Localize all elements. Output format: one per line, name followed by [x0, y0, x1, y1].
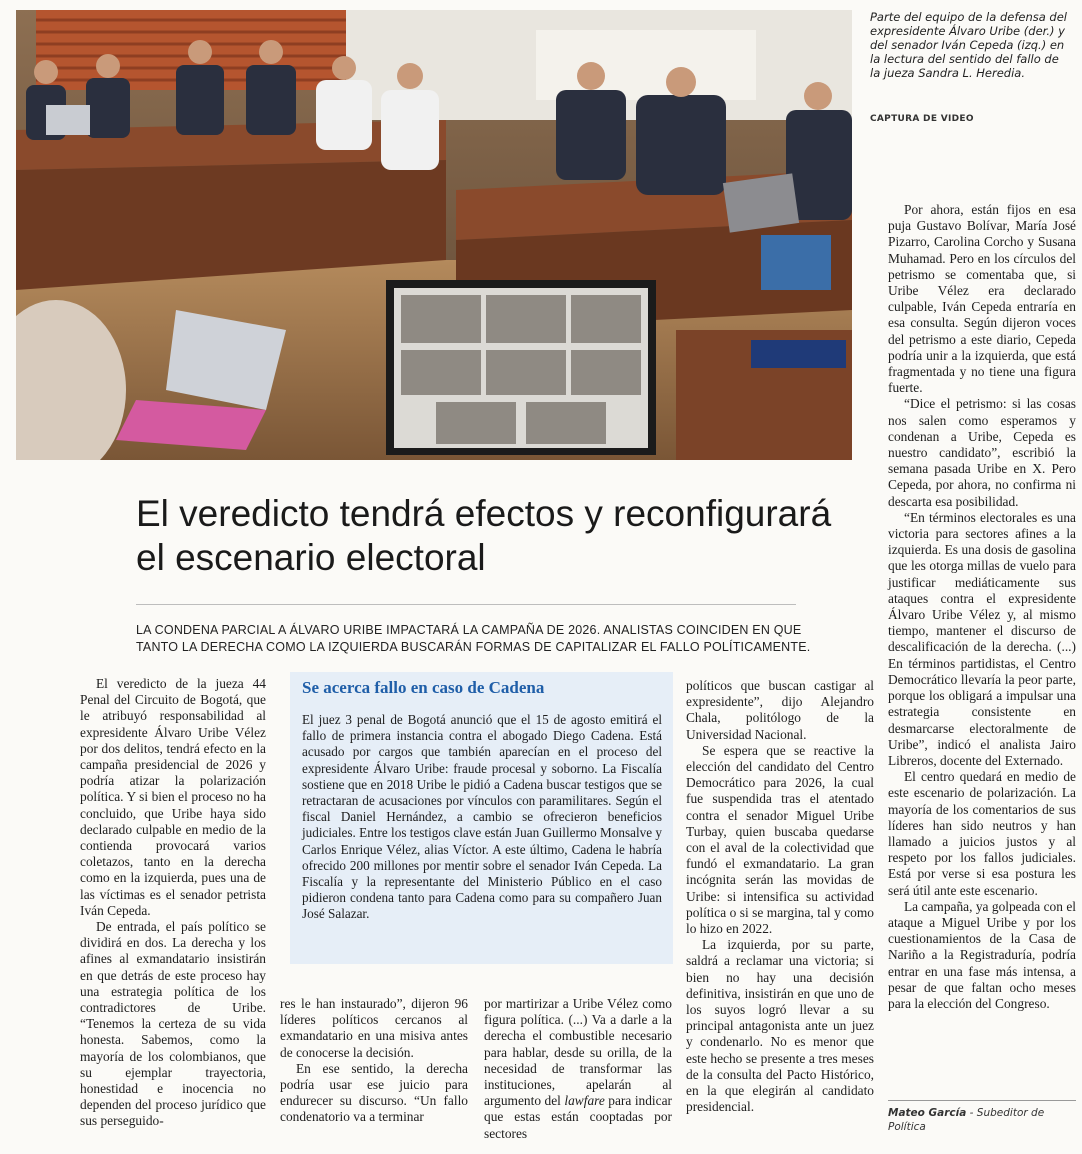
text-run: por martirizar a Uribe Vélez como figura política. (...) Va a darle a la derecha el combustible necesario para hablar, desde su orilla, de la necesidad de transformar las instituciones, apelarán al argumento del [484, 996, 672, 1109]
paragraph: “En términos electorales es una victoria para sectores afines a la izquierda. Es una dosis de gasolina que les otorga millas de vuelo para justificar mediáticamente sus ataques contra el expresidente Álvaro Uribe Vélez y, al mismo tiempo, mantener el discurso de descalificación de la derecha. (...) En términos partidistas, el Centro Democrático llevaría la peor parte, porque los obligará a impulsar una estrategia consistente en desmarcarse electoralmente de Uribe”, indicó el analista Jairo Libreros, docente del Externado. [888, 509, 1076, 768]
paragraph: La campaña, ya golpeada con el ataque a Miguel Uribe y por los cuestionamientos de la Casa de Nariño a la Registraduría, podría entrar en una fase más intensa, a pesar de que faltan ocho meses para la elección del Congreso. [888, 898, 1076, 1011]
sidebar-title: Se acerca fallo en caso de Cadena [302, 678, 545, 697]
article-column-4 [686, 678, 874, 1115]
divider [136, 604, 796, 605]
paragraph: En ese sentido, la derecha podría usar ese juicio para endurecer su discurso. “Un fallo condenatorio va a terminar [280, 1060, 468, 1125]
sidebar-body [302, 712, 662, 923]
paragraph: El veredicto de la jueza 44 Penal del Circuito de Bogotá, que le atribuyó responsabilidad al expresidente Álvaro Uribe Vélez por dos delitos, tendrá efecto en la campaña presidencial de 2026 y podría atizar la polarización política. Y si bien el proceso no ha concluido, que Uribe haya sido declarado culpable en medio de la contienda provocará varios coletazos, tanto en la derecha como en la izquierda, pues una de las víctimas es el senador petrista Iván Cepeda. [80, 676, 266, 918]
paragraph [484, 996, 672, 1142]
italic-term: lawfare [564, 1093, 605, 1109]
article-column-5 [888, 202, 1076, 1012]
paragraph: El juez 3 penal de Bogotá anunció que el 15 de agosto emitirá el fallo de primera instancia contra el abogado Diego Cadena. Está acusado por cargos que también aparecían en el proceso del expresidente Álvaro Uribe: fraude procesal y soborno. La Fiscalía sostiene que en 2018 Uribe le pidió a Cadena buscar testigos que se retractaran de acusaciones por vínculos con paramilitares. Según el fiscal Daniel Hernández, a cambio se ofrecieron beneficios judiciales. Entre los testigos clave están Juan Guillermo Monsalve y Carlos Enrique Vélez, alias Víctor. A este último, Cadena le habría ofrecido 200 millones por mentir sobre el senador Iván Cepeda. La Fiscalía y la representante del Ministerio Público en el caso pidieron condena tanto para Cadena como para su compañero Juan José Salazar. [302, 712, 662, 922]
paragraph: políticos que buscan castigar al expresidente”, dijo Alejandro Chala, politólogo de la Universidad Nacional. [686, 678, 874, 742]
paragraph: Por ahora, están fijos en esa puja Gustavo Bolívar, María José Pizarro, Carolina Corcho y Susana Muhamad. Pero en los círculos del petrismo se comentaba que, si Uribe Vélez era declarado culpable, Iván Cepeda entraría en esa consulta. Según dijeron voces del petrismo a este diario, Cepeda podría unir a la izquierda, que está fragmentada y no tiene una figura fuerte. [888, 202, 1076, 396]
paragraph: “Dice el petrismo: si las cosas nos salen como esperamos y condenan a Uribe, Cepeda es nuestro candidato”, escribió la semana pasada Uribe en X. Pero Cepeda, por ahora, no confirma ni descarta esa posibilidad. [888, 396, 1076, 509]
article-column-2 [280, 996, 468, 1126]
text-run: para indicar que estas están cooptadas por sectores [484, 1093, 672, 1141]
paragraph: La izquierda, por su parte, saldrá a reclamar una victoria; si bien no hay una decisión definitiva, insistirán en que uno de los suyos logró llevar a su principal antagonista ante un juez y condenarlo. No es menor que este hecho se presente a tres meses de la consulta del Pacto Histórico, en la que elegirán al candidato presidencial. [686, 937, 874, 1115]
byline [888, 1106, 1078, 1134]
paragraph: Se espera que se reactive la elección del candidato del Centro Democrático para 2026, la cual fue suspendida tras el atentado contra el senador Miguel Uribe Turbay, quien buscaba quedarse con el aval de la colectividad que fundó el exmandatario. La gran incógnita serán las movidas de Uribe: si intensifica su actividad política o si se margina, tal y como lo hizo en 2022. [686, 742, 874, 937]
article-photo [16, 10, 852, 460]
author-role: - Subeditor de Política [888, 1107, 1045, 1133]
paragraph: res le han instaurado”, dijeron 96 líderes políticos cercanos al exmandatario en una misiva antes de conocerse la decisión. [280, 996, 468, 1060]
byline-divider [888, 1100, 1076, 1101]
paragraph: El centro quedará en medio de este escenario de polarización. La mayoría de los comentarios de sus líderes han sido neutros y han llamado a juicios justos y al respeto por los fallos judiciales. Está por verse si esa postura les será útil ante este escenario. [888, 769, 1076, 898]
author-name: Mateo García [888, 1107, 967, 1119]
article-column-3 [484, 996, 672, 1142]
courtroom-photo-icon [16, 10, 852, 460]
photo-caption: Parte del equipo de la defensa del expresidente Álvaro Uribe (der.) y del senador Iván Cepeda (izq.) en la lectura del sentido del fallo de la jueza Sandra L. Heredia. [870, 10, 1068, 80]
paragraph: De entrada, el país político se dividirá en dos. La derecha y los afines al exmandatario insistirán en que detrás de este proceso hay una estrategia política de los contradictores de Uribe. “Tenemos la certeza de su vida honesta. Sabemos, como la mayoría de los colombianos, que su ejemplar trayectoria, honestidad e inocencia no dependen del proceso jurídico que sus perseguido- [80, 919, 266, 1129]
article-column-1 [80, 676, 266, 1130]
article-deck: LA CONDENA PARCIAL A ÁLVARO URIBE IMPACTARÁ LA CAMPAÑA DE 2026. ANALISTAS COINCIDEN EN QUE TANTO LA DERECHA COMO LA IZQUIERDA BUSCARÁN FORMAS DE CAPITALIZAR EL FALLO POLÍTICAMENTE. [136, 623, 811, 654]
photo-credit: CAPTURA DE VIDEO [870, 114, 974, 124]
article-headline: El veredicto tendrá efectos y reconfigurará el escenario electoral [136, 493, 832, 578]
